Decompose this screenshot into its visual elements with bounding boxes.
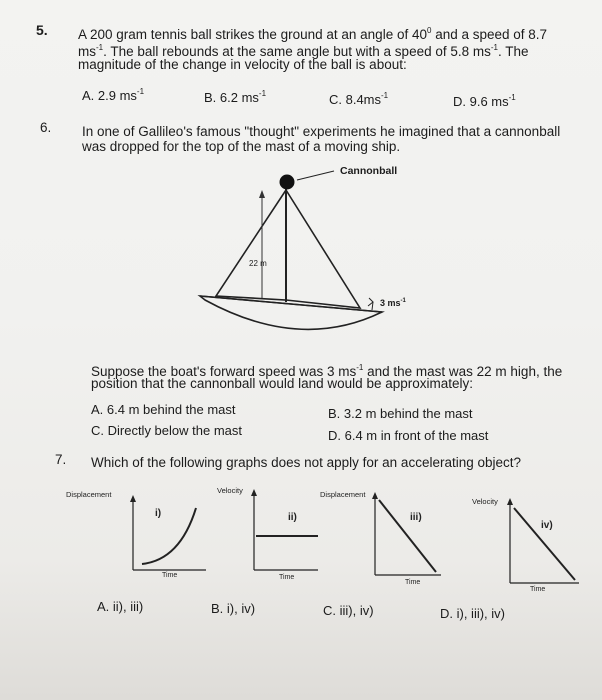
question-6-line-2: was dropped for the top of the mast of a moving ship. (82, 139, 401, 154)
degree-superscript: 0 (426, 26, 432, 35)
graph-iii-ylabel: Displacement (320, 490, 366, 499)
graph-iii (320, 490, 441, 586)
graph-ii-roman: ii) (288, 512, 297, 523)
question-5-line-1-text: A 200 gram tennis ball strikes the ground at an angle of 40 (78, 27, 427, 42)
unit-superscript: -1 (96, 43, 104, 52)
question-5-line-3: magnitude of the change in velocity of the ball is about: (78, 57, 407, 72)
question-6-option-a[interactable]: A. 6.4 m behind the mast (91, 402, 236, 417)
question-6-para-line-2: position that the cannonball would land would be approximately: (91, 376, 474, 391)
question-7-number: 7. (55, 452, 67, 467)
question-6-number: 6. (40, 120, 52, 135)
unit-superscript: -1 (490, 43, 498, 52)
cannonball-label: Cannonball (340, 165, 398, 177)
graph-i-ylabel: Displacement (66, 490, 112, 499)
question-5-option-d[interactable]: D. 9.6 $ms^{-1}$ (453, 93, 516, 109)
graph-iii-line (379, 500, 436, 572)
question-6-option-c[interactable]: C. Directly below the mast (91, 423, 242, 438)
question-5-line-2-b: . The ball rebounds at the same angle but with a speed of 5.8 ms (103, 44, 491, 59)
question-5-line-2-a: ms (78, 44, 96, 59)
question-5-option-b[interactable]: B. 6.2 $ms^{-1}$ (204, 89, 267, 105)
graph-ii-xlabel: Time (279, 574, 295, 581)
graph-i (66, 490, 206, 579)
graph-i-xlabel: Time (162, 572, 178, 579)
graph-ii-ylabel: Velocity (217, 486, 243, 495)
question-7-text: Which of the following graphs does not apply for an accelerating object? (91, 455, 522, 470)
graph-iv-line (514, 508, 575, 580)
axis-arrow-icon (372, 492, 378, 499)
graph-iv (472, 497, 579, 593)
graph-iv-xlabel: Time (530, 586, 546, 593)
graph-iii-roman: iii) (410, 512, 422, 523)
graph-i-roman: i) (155, 508, 162, 519)
question-5-number: 5. (36, 22, 48, 38)
height-label: 22 m (249, 259, 267, 268)
graph-iv-roman: iv) (541, 520, 553, 531)
question-6-option-b[interactable]: B. 3.2 m behind the mast (328, 406, 473, 421)
question-6-line-1: In one of Gallileo's famous "thought" experiments he imagined that a cannonball (82, 124, 561, 139)
question-6-para-line-1: Suppose the boat's forward speed was 3 $ms^{-1}$ and the mast was 22 m high, the (91, 363, 563, 379)
question-7-option-c[interactable]: C. iii), iv) (323, 603, 374, 618)
question-7-option-b[interactable]: B. i), iv) (211, 601, 256, 616)
graph-iii-xlabel: Time (405, 579, 421, 586)
axis-arrow-icon (130, 495, 136, 502)
axis-arrow-icon (251, 489, 257, 496)
speed-label: 3 $ms^{-1}$ (380, 298, 406, 308)
question-5-option-a[interactable]: A. 2.9 $ms^{-1}$ (82, 87, 145, 103)
graph-iv-ylabel: Velocity (472, 497, 498, 506)
question-7-option-a[interactable]: A. ii), iii) (97, 599, 144, 614)
question-5-option-c[interactable]: C. $8.4ms^{-1}$ (329, 91, 389, 107)
question-5-line-2-c: . The (498, 44, 529, 59)
question-5-line-1-end: and a speed of 8.7 (431, 27, 548, 42)
question-6-option-d[interactable]: D. 6.4 m in front of the mast (328, 428, 489, 443)
axis-arrow-icon (507, 498, 513, 505)
graph-ii (217, 486, 318, 581)
question-7-option-d[interactable]: D. i), iii), iv) (440, 606, 505, 621)
graph-i-curve (142, 508, 196, 564)
